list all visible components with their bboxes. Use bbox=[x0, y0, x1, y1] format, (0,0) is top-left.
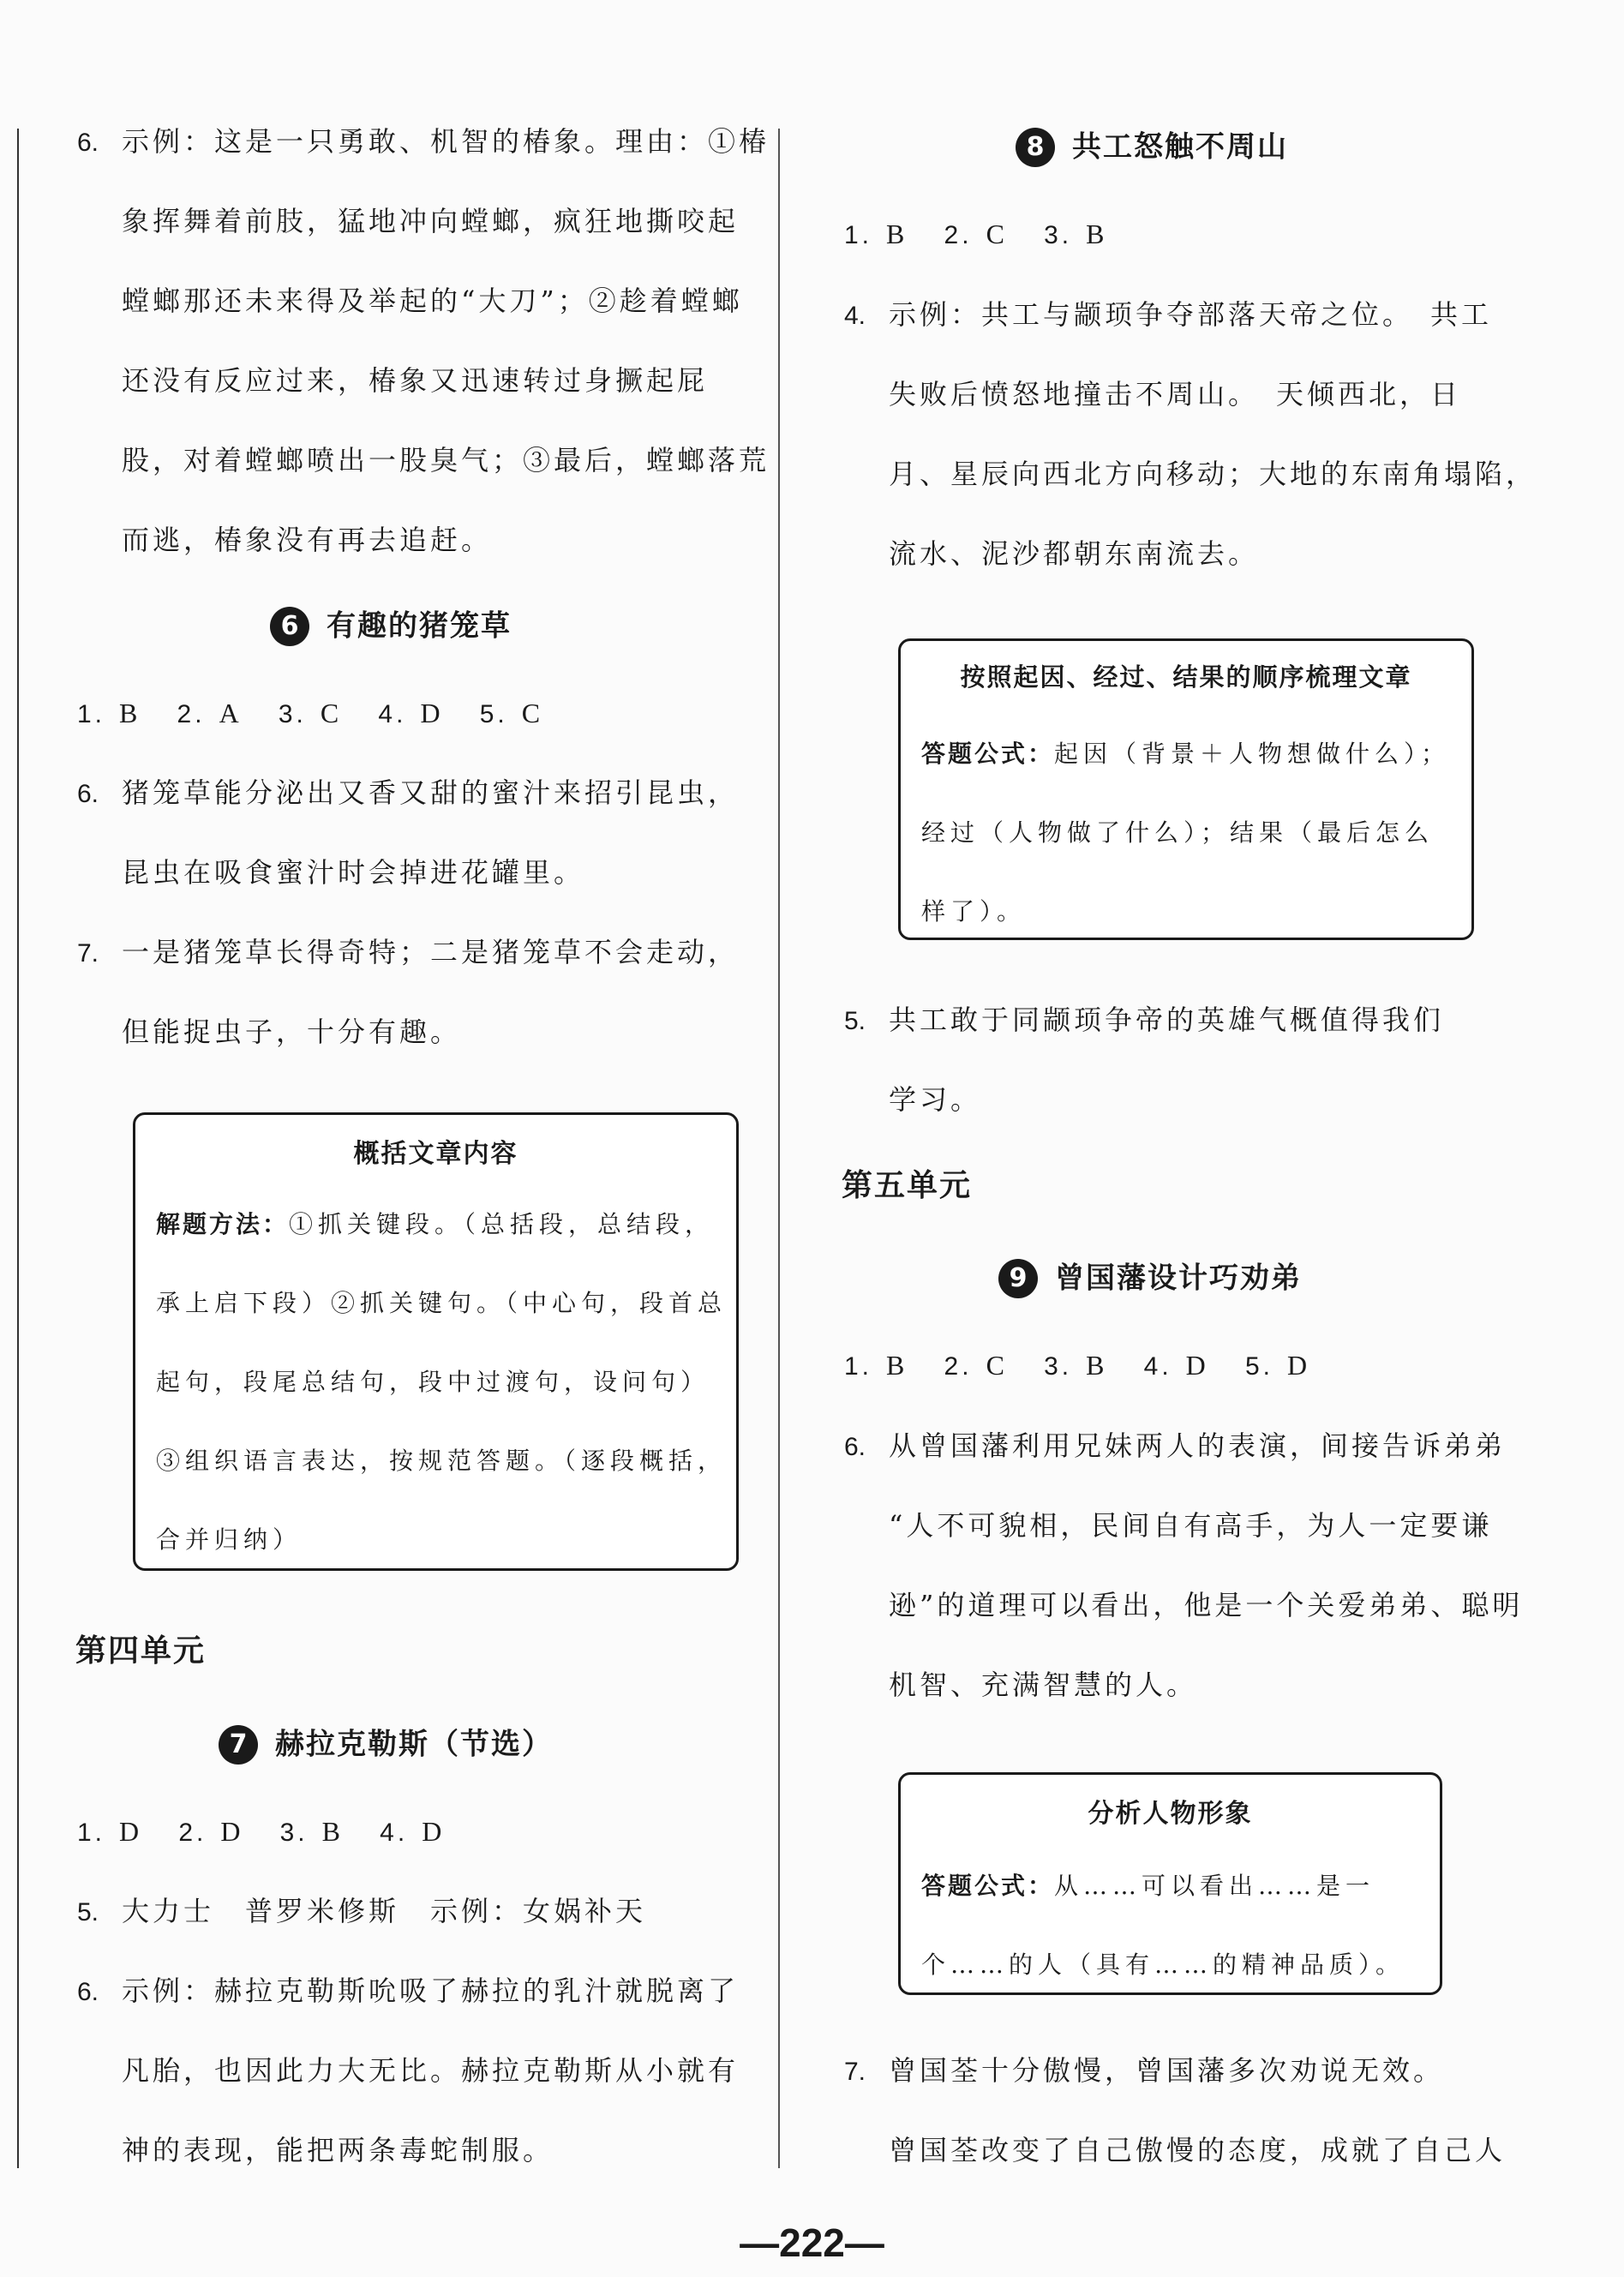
lesson-number-badge: 9 bbox=[998, 1259, 1038, 1298]
tip-box-line-2: 个……的人（具有……的精神品质）。 bbox=[921, 1950, 1405, 1979]
lesson8-mc-answers: 1. B 2. C 3. B bbox=[844, 219, 1108, 249]
l8-q5-line-2: 学习。 bbox=[889, 1083, 982, 1116]
q6-line-1: 6. 示例：这是一只勇敢、机智的椿象。理由：①椿 bbox=[77, 125, 770, 158]
l9-q6-line-4: 机智、充满智慧的人。 bbox=[889, 1669, 1198, 1701]
lesson7-mc-answers: 1. D 2. D 3. B 4. D bbox=[77, 1816, 446, 1847]
l9-q6-line-3: 逊”的道理可以看出，他是一个关爱弟弟、聪明 bbox=[889, 1589, 1524, 1621]
l9-q7-line-2: 曾国荃改变了自己傲慢的态度，成就了自己人 bbox=[889, 2134, 1507, 2166]
l8-q5-line-1: 5. 共工敢于同颛顼争帝的英雄气概值得我们 bbox=[844, 1004, 1445, 1036]
tip-box-line-1: 答题公式：从……可以看出……是一 bbox=[921, 1872, 1375, 1900]
q6-line-5: 股，对着螳螂喷出一股臭气；③最后，螳螂落荒 bbox=[122, 444, 770, 476]
l9-q6-line-1: 6. 从曾国藩利用兄妹两人的表演，间接告诉弟弟 bbox=[844, 1429, 1507, 1462]
tip-box-line-4: ③组织语言表达，按规范答题。（逐段概括， bbox=[156, 1447, 728, 1475]
left-margin-rule bbox=[17, 129, 19, 2168]
lesson-number-badge: 6 bbox=[270, 607, 309, 646]
l8-q4-line-2: 失败后愤怒地撞击不周山。 天倾西北，日 bbox=[889, 378, 1462, 410]
tip-box-title: 分析人物形象 bbox=[1088, 1799, 1253, 1829]
l8-q4-line-4: 流水、泥沙都朝东南流去。 bbox=[889, 537, 1260, 570]
tip-box-title: 概括文章内容 bbox=[353, 1139, 518, 1169]
tip-box-line-3: 起句，段尾总结句，段中过渡句，设问句） bbox=[156, 1368, 710, 1396]
tip-box-title: 按照起因、经过、结果的顺序梳理文章 bbox=[960, 662, 1412, 692]
tip-box-summarize bbox=[133, 1112, 739, 1571]
q6-line-4: 还没有反应过来，椿象又迅速转过身撅起屁 bbox=[122, 364, 709, 397]
lesson8-heading: 8 共工怒触不周山 bbox=[1016, 127, 1288, 167]
tip-box-line-2: 承上启下段）②抓关键句。（中心句，段首总 bbox=[156, 1289, 728, 1317]
tip-box-line-1: 答题公式：起因（背景＋人物想做什么）； bbox=[921, 740, 1451, 768]
q6-line-2: 象挥舞着前肢，猛地冲向螳螂，疯狂地撕咬起 bbox=[122, 205, 740, 237]
l7-q5: 5. 大力士 普罗米修斯 示例：女娲补天 bbox=[77, 1895, 647, 1927]
tip-box-line-5: 合并归纳） bbox=[156, 1525, 303, 1554]
lesson6-mc-answers: 1. B 2. A 3. C 4. D 5. C bbox=[77, 698, 544, 728]
lesson-number-badge: 8 bbox=[1016, 128, 1055, 167]
page-number: —222— bbox=[740, 2220, 884, 2265]
lesson9-mc-answers: 1. B 2. C 3. B 4. D 5. D bbox=[844, 1350, 1311, 1381]
lesson6-heading: 6 有趣的猪笼草 bbox=[270, 606, 512, 646]
l7-q6-line-2: 凡胎，也因此力大无比。赫拉克勒斯从小就有 bbox=[122, 2054, 740, 2087]
l7-q6-line-1: 6. 示例：赫拉克勒斯吮吸了赫拉的乳汁就脱离了 bbox=[77, 1974, 740, 2007]
unit4-heading: 第四单元 bbox=[75, 1633, 207, 1669]
tip-box-sequence bbox=[898, 638, 1474, 940]
tip-box-line-1: 解题方法：①抓关键段。（总括段，总结段， bbox=[156, 1210, 715, 1238]
lesson9-heading: 9 曾国藩设计巧劝弟 bbox=[998, 1258, 1302, 1298]
l7-q6-line-3: 神的表现，能把两条毒蛇制服。 bbox=[122, 2134, 554, 2166]
l8-q4-line-1: 4. 示例：共工与颛顼争夺部落天帝之位。 共工 bbox=[844, 298, 1493, 331]
q6-line-3: 螳螂那还未来得及举起的“大刀”；②趁着螳螂 bbox=[122, 285, 743, 317]
q6-line-6: 而逃，椿象没有再去追赶。 bbox=[122, 524, 493, 556]
lesson-number-badge: 7 bbox=[219, 1725, 258, 1765]
tip-box-line-3: 样了）。 bbox=[921, 897, 1027, 926]
l6-q6-line-1: 6. 猪笼草能分泌出又香又甜的蜜汁来招引昆虫， bbox=[77, 776, 740, 809]
tip-box-character bbox=[898, 1772, 1442, 1995]
lesson7-heading: 7 赫拉克勒斯（节选） bbox=[219, 1724, 553, 1765]
column-divider bbox=[778, 129, 780, 2168]
l6-q7-line-2: 但能捉虫子，十分有趣。 bbox=[122, 1016, 462, 1048]
l6-q7-line-1: 7. 一是猪笼草长得奇特；二是猪笼草不会走动， bbox=[77, 936, 740, 968]
l9-q7-line-1: 7. 曾国荃十分傲慢，曾国藩多次劝说无效。 bbox=[844, 2054, 1445, 2087]
l9-q6-line-2: “人不可貌相，民间自有高手，为人一定要谦 bbox=[889, 1509, 1493, 1542]
tip-box-line-2: 经过（人物做了什么）；结果（最后怎么 bbox=[921, 818, 1435, 847]
l6-q6-line-2: 昆虫在吸食蜜汁时会掉进花罐里。 bbox=[122, 856, 585, 889]
unit5-heading: 第五单元 bbox=[842, 1168, 973, 1203]
l8-q4-line-3: 月、星辰向西北方向移动；大地的东南角塌陷， bbox=[889, 458, 1537, 490]
